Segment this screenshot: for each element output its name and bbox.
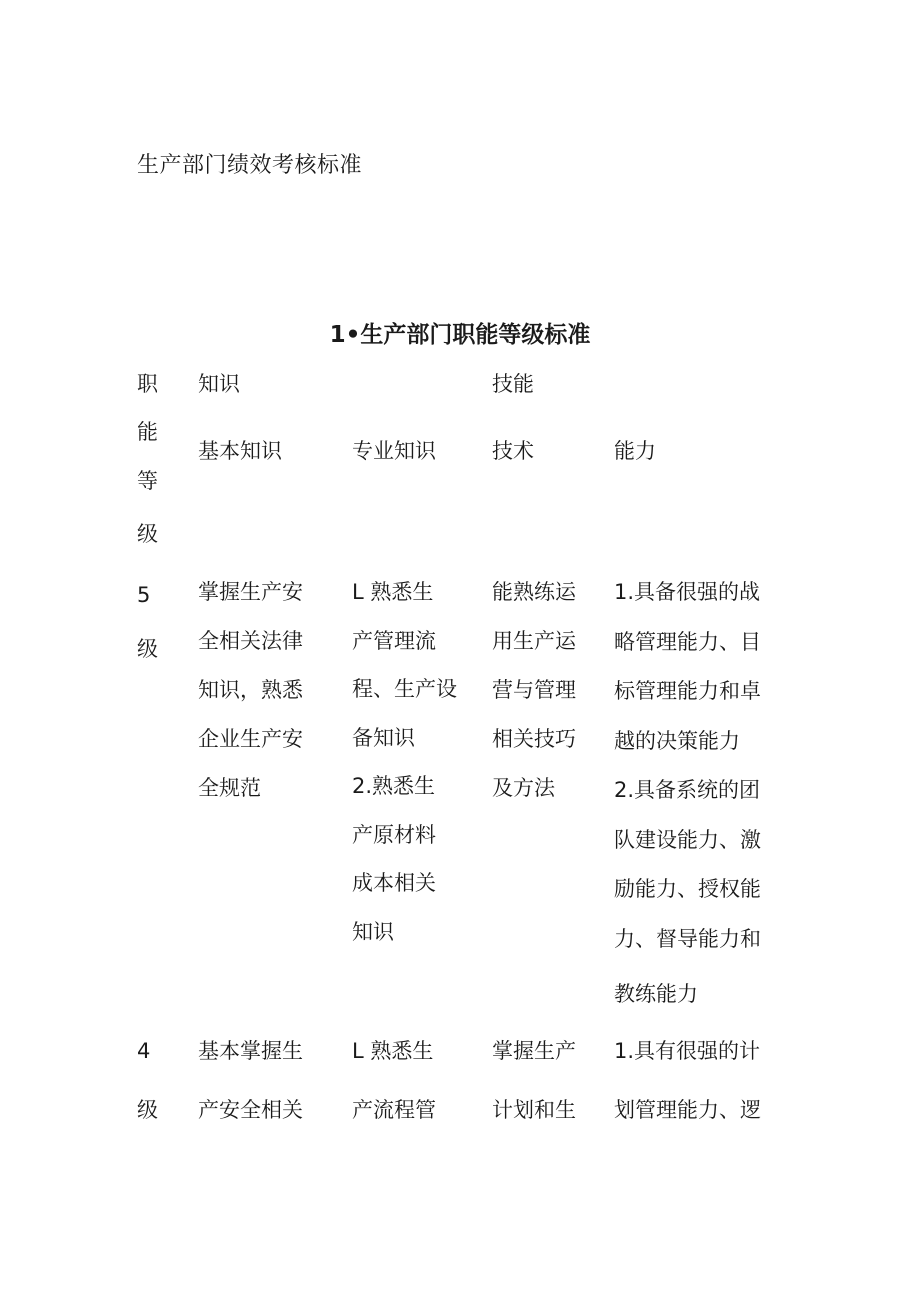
row-technique: 能熟练运 用生产运 营与管理 相关技巧 及方法: [492, 580, 576, 800]
header-grade-char: 职: [137, 372, 158, 396]
row-grade: 4 级: [137, 1039, 158, 1122]
row-professional-knowledge: L 熟悉生 产流程管: [352, 1039, 436, 1122]
row-ability: 1.具有很强的计 划管理能力、逻: [614, 1039, 761, 1122]
header-knowledge: 知识: [198, 372, 240, 396]
header-skill: 技能: [492, 372, 534, 396]
row-basic-knowledge: 基本掌握生 产安全相关: [198, 1039, 303, 1122]
section-title: 1•生产部门职能等级标准: [329, 322, 591, 348]
row-grade: 5 级: [137, 583, 158, 661]
header-basic-knowledge: 基本知识: [198, 439, 282, 463]
header-grade-char: 能: [137, 420, 158, 444]
header-grade-char: 级: [137, 522, 158, 546]
header-technique: 技术: [492, 439, 534, 463]
row-ability: 1.具备很强的战 略管理能力、目 标管理能力和卓 越的决策能力 2.具备系统的团 队建设能力、激 励能力、授权能 力、督导能力和 教练能力: [614, 580, 761, 1006]
header-ability: 能力: [614, 439, 656, 463]
header-professional-knowledge: 专业知识: [352, 439, 436, 463]
row-basic-knowledge: 掌握生产安 全相关法律 知识，熟悉 企业生产安 全规范: [198, 580, 303, 800]
document-title: 生产部门绩效考核标准: [137, 153, 363, 178]
header-grade-char: 等: [137, 469, 158, 493]
row-technique: 掌握生产 计划和生: [492, 1039, 576, 1122]
row-professional-knowledge: L 熟悉生 产管理流 程、生产设 备知识 2.熟悉生 产原材料 成本相关 知识: [352, 580, 457, 944]
